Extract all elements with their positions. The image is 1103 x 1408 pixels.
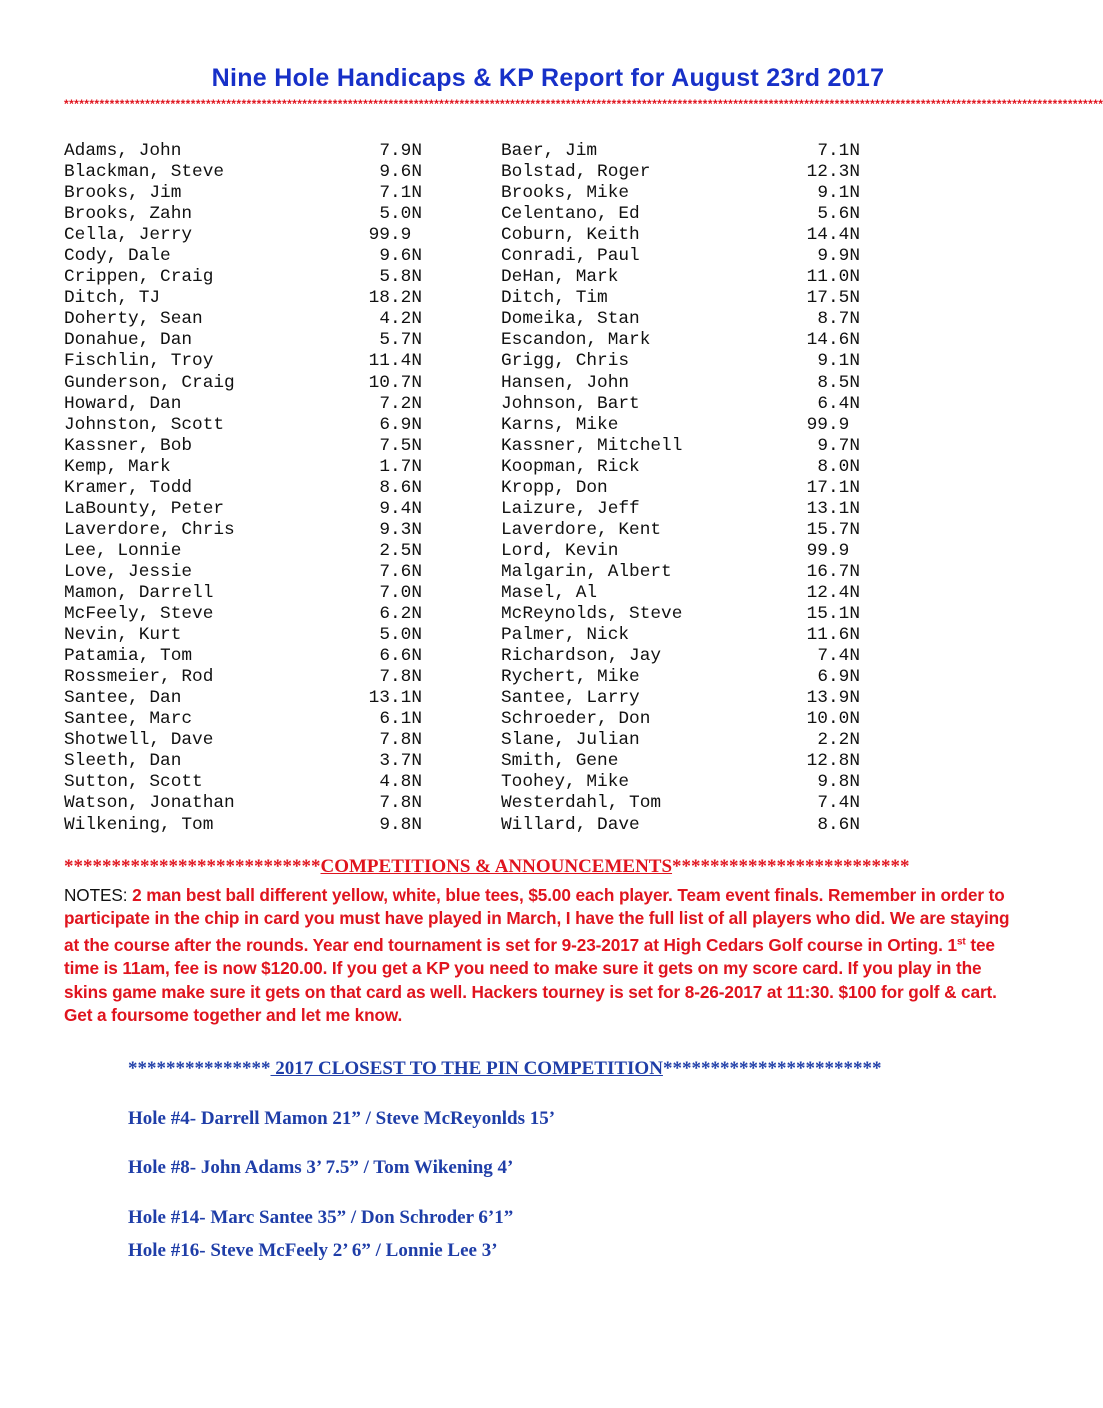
player-name: Baer, Jim: [501, 141, 598, 161]
player-name: Watson, Jonathan: [64, 793, 235, 814]
roster-row: [64, 499, 884, 520]
handicap-value: 99.9: [806, 414, 860, 435]
player-name: Brooks, Zahn: [64, 204, 193, 225]
roster-row: [64, 288, 884, 309]
handicap-value: 11.6N: [806, 625, 860, 646]
handicap-value: 17.5N: [806, 288, 860, 309]
kp-hole-8: Hole #8- John Adams 3’ 7.5” / Tom Wikening 4’: [128, 1157, 514, 1178]
player-name: Mamon, Darrell: [64, 582, 214, 603]
kp-title: 2017 CLOSEST TO THE PIN COMPETITION: [270, 1058, 663, 1079]
player-name: McReynolds, Steve: [501, 604, 683, 625]
player-name: Westerdahl, Tom: [501, 793, 662, 814]
roster-row: [64, 625, 884, 646]
player-name: Brooks, Mike: [501, 183, 630, 204]
roster-row: [64, 793, 884, 814]
handicap-value: 7.0N: [379, 582, 422, 603]
player-name: Blackman, Steve: [64, 162, 225, 183]
player-name: Adams, John: [64, 141, 182, 161]
stars-left: ***************: [128, 1058, 271, 1079]
handicap-value: 10.7N: [368, 372, 422, 393]
player-name: LaBounty, Peter: [64, 498, 225, 519]
handicap-value: 4.2N: [379, 309, 422, 330]
handicap-value: 9.7N: [817, 435, 860, 456]
handicap-value: 6.6N: [379, 646, 422, 667]
player-name: Gunderson, Craig: [64, 372, 235, 393]
player-name: Cody, Dale: [64, 246, 171, 267]
notes-paragraph: [64, 884, 1024, 1027]
player-name: Hansen, John: [501, 372, 630, 393]
handicap-value: 14.6N: [806, 330, 860, 351]
handicap-value: 14.4N: [806, 225, 860, 246]
handicap-value: 4.8N: [379, 772, 422, 793]
handicap-value: 10.0N: [806, 709, 860, 730]
handicap-value: 7.1N: [379, 183, 422, 204]
player-name: Laverdore, Kent: [501, 519, 662, 540]
handicap-value: 2.2N: [817, 730, 860, 751]
player-name: Lord, Kevin: [501, 540, 619, 561]
handicap-value: 15.7N: [806, 519, 860, 540]
handicap-value: 9.6N: [379, 246, 422, 267]
handicap-value: 8.5N: [817, 372, 860, 393]
roster-row: [64, 225, 884, 246]
player-name: Howard, Dan: [64, 393, 182, 414]
kp-hole-4: Hole #4- Darrell Mamon 21” / Steve McReyonlds 15’: [128, 1108, 556, 1129]
player-name: Love, Jessie: [64, 561, 193, 582]
handicap-value: 7.4N: [817, 646, 860, 667]
player-name: Grigg, Chris: [501, 351, 630, 372]
player-name: Slane, Julian: [501, 730, 640, 751]
player-name: Wilkening, Tom: [64, 814, 214, 835]
player-name: Shotwell, Dave: [64, 730, 214, 751]
roster-row: [64, 373, 884, 394]
handicap-value: 6.9N: [817, 667, 860, 688]
player-name: Malgarin, Albert: [501, 561, 672, 582]
player-name: Kropp, Don: [501, 477, 608, 498]
player-name: Kassner, Bob: [64, 435, 193, 456]
handicap-value: 8.0N: [817, 456, 860, 477]
player-name: Willard, Dave: [501, 814, 640, 835]
roster-row: [64, 667, 884, 688]
player-name: Cella, Jerry: [64, 225, 193, 246]
handicap-value: 2.5N: [379, 540, 422, 561]
handicap-value: 11.0N: [806, 267, 860, 288]
player-name: Kemp, Mark: [64, 456, 171, 477]
stars-right: ***********************: [662, 1058, 882, 1079]
roster-row: [64, 436, 884, 457]
roster-row: [64, 709, 884, 730]
roster-row: [64, 415, 884, 436]
handicap-value: 7.2N: [379, 393, 422, 414]
handicap-value: 8.6N: [817, 814, 860, 835]
handicap-value: 13.1N: [806, 498, 860, 519]
roster-row: [64, 162, 884, 183]
player-name: Karns, Mike: [501, 414, 619, 435]
handicap-value: 8.7N: [817, 309, 860, 330]
player-name: Sleeth, Dan: [64, 751, 182, 772]
roster-row: [64, 351, 884, 372]
handicap-value: 5.8N: [379, 267, 422, 288]
roster-row: [64, 246, 884, 267]
roster-row: [64, 204, 884, 225]
player-name: Schroeder, Don: [501, 709, 651, 730]
notes-text: 2 man best ball different yellow, white, blue tees, $5.00 each player. Team event finals. Remember in order to participate in the chip in card you must have played in March, I have the full list of all players who did. We are staying at the course after the rounds. Year end tournament is set for 9-23-2017 at High Cedars Golf course in Orting. 1st tee time is 11am, fee is now $120.00. If you get a KP you need to make sure it gets on my score card. If you play in the skins game make sure it gets on that card as well. Hackers tourney is set for 8-26-2017 at 11:30. $100 for golf & cart. Get a foursome together and let me know.: [64, 885, 1010, 1025]
player-name: Crippen, Craig: [64, 267, 214, 288]
roster-row: [64, 141, 884, 162]
player-name: DeHan, Mark: [501, 267, 619, 288]
handicap-value: 12.3N: [806, 162, 860, 183]
player-name: Conradi, Paul: [501, 246, 640, 267]
handicap-value: 99.9: [806, 540, 860, 561]
player-name: Laizure, Jeff: [501, 498, 640, 519]
player-name: Bolstad, Roger: [501, 162, 651, 183]
handicap-value: 16.7N: [806, 561, 860, 582]
kp-heading: [128, 1058, 1028, 1080]
player-name: Ditch, Tim: [501, 288, 608, 309]
handicap-value: 9.4N: [379, 498, 422, 519]
roster-row: [64, 772, 884, 793]
roster-row: [64, 646, 884, 667]
handicap-value: 7.6N: [379, 561, 422, 582]
roster-row: [64, 562, 884, 583]
kp-hole-14: Hole #14- Marc Santee 35” / Don Schroder 6’1”: [128, 1207, 514, 1228]
player-name: Donahue, Dan: [64, 330, 193, 351]
roster-row: [64, 815, 884, 836]
ordinal-suffix: st: [956, 936, 966, 948]
handicap-value: 17.1N: [806, 477, 860, 498]
handicap-value: 5.0N: [379, 204, 422, 225]
handicap-value: 13.1N: [368, 688, 422, 709]
player-name: Lee, Lonnie: [64, 540, 182, 561]
handicap-value: 15.1N: [806, 604, 860, 625]
handicap-value: 8.6N: [379, 477, 422, 498]
player-name: Kassner, Mitchell: [501, 435, 683, 456]
handicap-value: 99.9: [368, 225, 422, 246]
player-name: Celentano, Ed: [501, 204, 640, 225]
page-title: Nine Hole Handicaps & KP Report for August 23rd 2017: [211, 64, 885, 92]
player-name: Johnson, Bart: [501, 393, 640, 414]
player-name: Richardson, Jay: [501, 646, 662, 667]
roster-row: [64, 604, 884, 625]
roster-row: [64, 183, 884, 204]
player-name: Rychert, Mike: [501, 667, 640, 688]
handicap-value: 12.4N: [806, 582, 860, 603]
player-name: Doherty, Sean: [64, 309, 203, 330]
roster-row: [64, 688, 884, 709]
player-name: Laverdore, Chris: [64, 519, 235, 540]
handicap-value: 9.6N: [379, 162, 422, 183]
kp-hole-16: Hole #16- Steve McFeely 2’ 6” / Lonnie Lee 3’: [128, 1240, 498, 1261]
handicap-value: 7.1N: [817, 141, 860, 161]
player-name: McFeely, Steve: [64, 604, 214, 625]
stars-left: ***************************: [64, 856, 321, 877]
player-name: Nevin, Kurt: [64, 625, 182, 646]
player-name: Smith, Gene: [501, 751, 619, 772]
competitions-title: COMPETITIONS & ANNOUNCEMENTS: [320, 856, 673, 877]
roster-row: [64, 583, 884, 604]
player-name: Kramer, Todd: [64, 477, 193, 498]
handicap-value: 7.9N: [379, 141, 422, 161]
handicap-value: 7.5N: [379, 435, 422, 456]
player-name: Palmer, Nick: [501, 625, 630, 646]
roster-row: [64, 457, 884, 478]
roster-row: [64, 394, 884, 415]
player-name: Fischlin, Troy: [64, 351, 214, 372]
player-name: Rossmeier, Rod: [64, 667, 214, 688]
player-name: Escandon, Mark: [501, 330, 651, 351]
roster-row: [64, 751, 884, 772]
player-name: Patamia, Tom: [64, 646, 193, 667]
handicap-value: 9.1N: [817, 351, 860, 372]
handicap-value: 7.8N: [379, 730, 422, 751]
handicap-value: 9.8N: [379, 814, 422, 835]
handicap-value: 7.8N: [379, 667, 422, 688]
handicap-roster: [64, 141, 884, 836]
handicap-value: 9.1N: [817, 183, 860, 204]
handicap-value: 6.9N: [379, 414, 422, 435]
handicap-value: 5.6N: [817, 204, 860, 225]
notes-label: NOTES:: [64, 885, 128, 905]
handicap-value: 11.4N: [368, 351, 422, 372]
stars-right: *************************: [672, 856, 910, 877]
player-name: Santee, Larry: [501, 688, 640, 709]
handicap-value: 12.8N: [806, 751, 860, 772]
handicap-value: 5.0N: [379, 625, 422, 646]
handicap-value: 1.7N: [379, 456, 422, 477]
roster-row: [64, 267, 884, 288]
roster-row: [64, 330, 884, 351]
roster-row: [64, 730, 884, 751]
player-name: Santee, Marc: [64, 709, 193, 730]
player-name: Santee, Dan: [64, 688, 182, 709]
roster-row: [64, 520, 884, 541]
star-divider: *************************************************************************************************************************************************************************************************************: [64, 97, 1103, 111]
handicap-value: 9.9N: [817, 246, 860, 267]
handicap-value: 3.7N: [379, 751, 422, 772]
roster-row: [64, 309, 884, 330]
handicap-value: 9.8N: [817, 772, 860, 793]
player-name: Toohey, Mike: [501, 772, 630, 793]
player-name: Brooks, Jim: [64, 183, 182, 204]
handicap-value: 7.8N: [379, 793, 422, 814]
handicap-value: 9.3N: [379, 519, 422, 540]
player-name: Masel, Al: [501, 582, 598, 603]
player-name: Sutton, Scott: [64, 772, 203, 793]
handicap-value: 5.7N: [379, 330, 422, 351]
player-name: Johnston, Scott: [64, 414, 225, 435]
handicap-value: 6.2N: [379, 604, 422, 625]
roster-row: [64, 541, 884, 562]
player-name: Coburn, Keith: [501, 225, 640, 246]
handicap-value: 7.4N: [817, 793, 860, 814]
player-name: Domeika, Stan: [501, 309, 640, 330]
competitions-heading: [64, 856, 1024, 878]
handicap-value: 18.2N: [368, 288, 422, 309]
handicap-value: 13.9N: [806, 688, 860, 709]
handicap-value: 6.4N: [817, 393, 860, 414]
handicap-value: 6.1N: [379, 709, 422, 730]
player-name: Koopman, Rick: [501, 456, 640, 477]
player-name: Ditch, TJ: [64, 288, 161, 309]
roster-row: [64, 478, 884, 499]
